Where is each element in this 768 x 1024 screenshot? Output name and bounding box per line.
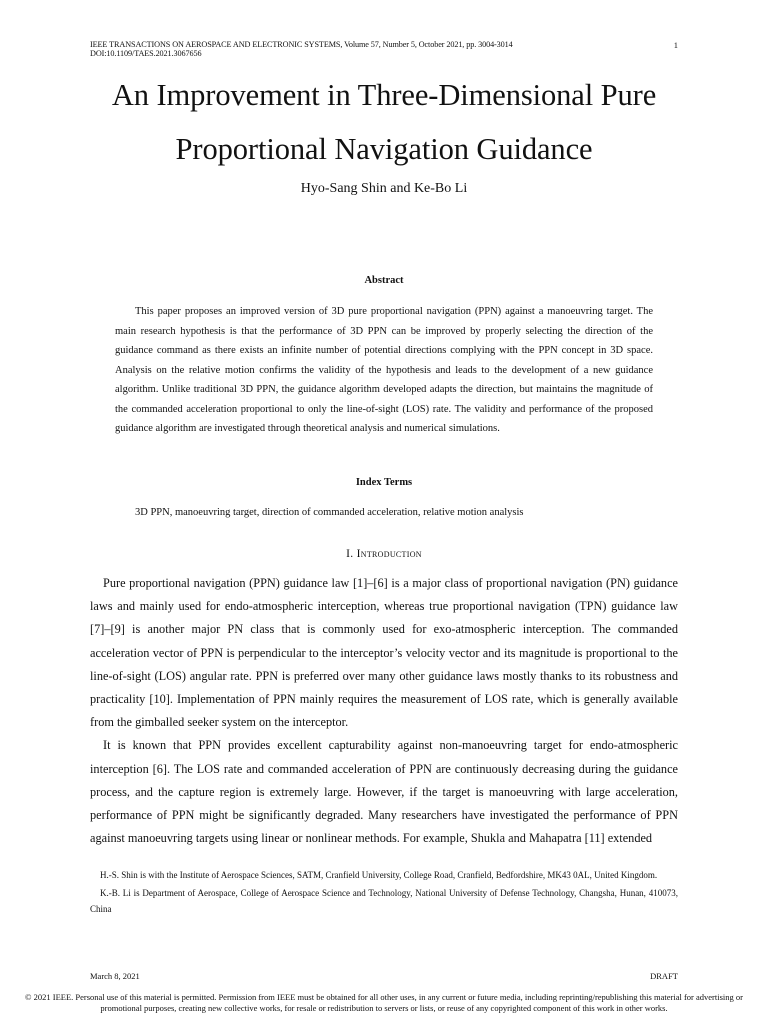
page-number: 1 (673, 40, 678, 50)
title-line-1: An Improvement in Three-Dimensional Pure (111, 78, 657, 112)
footnote-affiliation-shin: H.-S. Shin is with the Institute of Aerospace Sciences, SATM, Cranfield University, College Road, Cranfield, Bedfordshire, MK43 0AL, United Kingdom. (100, 870, 658, 880)
footnotes (90, 867, 678, 917)
footer-date: March 8, 2021 (90, 971, 140, 981)
footnote-affiliation-li: K.-B. Li is Department of Aerospace, College of Aerospace Science and Technology, National University of Defense Technology, Changsha, Hunan, 410073, China (90, 888, 678, 914)
section-body (90, 572, 678, 850)
journal-header (90, 40, 513, 58)
authors: Hyo-Sang Shin and Ke-Bo Li (300, 181, 468, 196)
journal-doi: DOI:10.1109/TAES.2021.3067656 (90, 49, 202, 58)
section-heading (0, 548, 768, 560)
copyright-notice: © 2021 IEEE. Personal use of this material is permitted. Permission from IEEE must be obtained for all other uses, in any current or future media, including reprinting/republishing this material for advertising or promotional purposes, creating new collective works, for resale or redistribution to servers or lists, or reuse of any copyrighted component of this work in other works. (25, 992, 743, 1013)
index-terms-heading: Index Terms (355, 477, 413, 488)
paper-title (0, 68, 768, 176)
body-paragraph: It is known that PPN provides excellent capturability against non-manoeuvring target for endo-atmospheric interception [6]. The LOS rate and commanded acceleration of PPN are continuously decreasing during the guidance process, and the capture region is extremely large. However, if the target is manoeuvring with large acceleration, performance of PPN might be significantly degraded. Many researchers have investigated the performance of PPN against manoeuvring targets using linear or nonlinear methods. For example, Shukla and Mahapatra [11] extended (90, 738, 678, 846)
abstract-text: This paper proposes an improved version of 3D pure proportional navigation (PPN) against a manoeuvring target. The main research hypothesis is that the performance of 3D PPN can be improved by properly selecting the direction of the guidance command as there exists an infinite number of potential directions complying with the PPN concept in 3D space. Analysis on the relative motion confirms the validity of the hypothesis and leads to the development of a new guidance algorithm. Unlike traditional 3D PPN, the guidance algorithm developed adapts the direction, but maintains the magnitude of the commanded acceleration proportional to only the line-of-sight (LOS) rate. The validity and performance of the proposed guidance algorithm are investigated through theoretical analysis and numerical simulations. (115, 306, 653, 434)
footer-status: DRAFT (650, 971, 678, 981)
section-number: I. (346, 548, 354, 560)
title-line-2: Proportional Navigation Guidance (175, 132, 593, 166)
body-paragraph: Pure proportional navigation (PPN) guidance law [1]–[6] is a major class of proportional navigation (PN) guidance laws and mainly used for endo-atmospheric interception, whereas true proportional navigation (TPN) guidance law [7]–[9] is another major PN class that is commonly used for exo-atmospheric interception. The commanded acceleration vector of PPN is perpendicular to the interceptor’s velocity vector and its magnitude is proportional to the line-of-sight (LOS) angular rate. PPN is preferred over many other guidance laws mostly thanks to its robustness and practicality [10]. Implementation of PPN mainly requires the measurement of LOS rate, which is generally available from the gimballed seeker system on the interceptor. (90, 576, 678, 730)
abstract-heading: Abstract (364, 275, 404, 286)
index-terms-text: 3D PPN, manoeuvring target, direction of commanded acceleration, relative motion analysis (135, 507, 524, 518)
section-title: Introduction (356, 548, 422, 560)
journal-citation: IEEE TRANSACTIONS ON AEROSPACE AND ELECTRONIC SYSTEMS, Volume 57, Number 5, October 2021, pp. 3004-3014 (90, 40, 513, 49)
